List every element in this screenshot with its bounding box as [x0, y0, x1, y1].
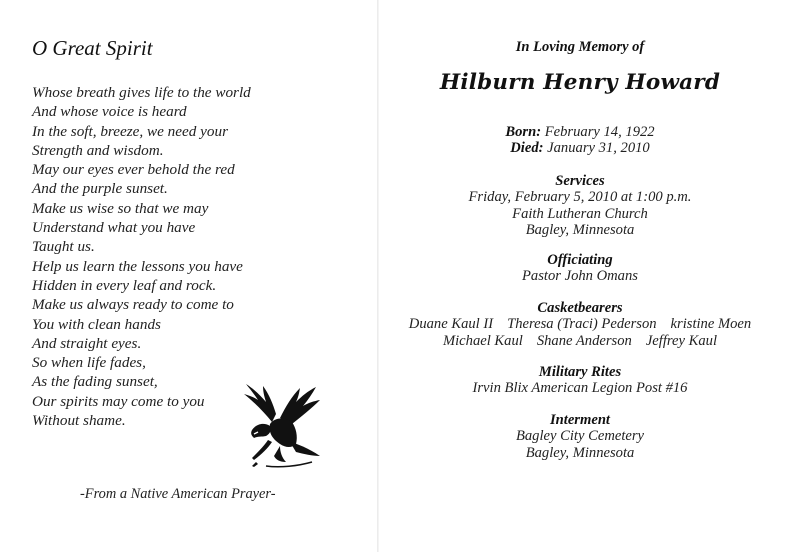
poem-line: Without shame.: [32, 412, 126, 430]
poem-line: Strength and wisdom.: [32, 141, 164, 159]
poem-line: Hidden in every leaf and rock.: [32, 276, 217, 294]
interment-block: [380, 412, 780, 461]
services-line: Faith Lutheran Church: [512, 205, 648, 222]
poem-body: [32, 83, 362, 430]
military-rites-line: Irvin Blix American Legion Post #16: [472, 380, 688, 397]
military-rites-heading: Military Rites: [538, 364, 622, 380]
poem-line: And straight eyes.: [32, 334, 142, 352]
memorial-heading: In Loving Memory of: [515, 39, 645, 55]
services-line: Bagley, Minnesota: [525, 222, 635, 239]
poem-line: In the soft, breeze, we need your: [32, 122, 228, 140]
military-rites-block: [380, 364, 780, 397]
poem-line: Taught us.: [32, 238, 95, 256]
casketbearers-heading: Casketbearers: [537, 300, 623, 316]
casketbearers-row: [380, 333, 780, 349]
poem-line: Make us wise so that we may: [32, 199, 209, 217]
born-label: Born:: [505, 124, 542, 140]
born-line: [380, 124, 780, 140]
poem-attribution: -From a Native American Prayer-: [80, 486, 276, 502]
poem-line: And whose voice is heard: [32, 103, 187, 121]
interment-heading: Interment: [549, 412, 610, 428]
services-heading: Services: [555, 173, 605, 189]
poem-line: As the fading sunset,: [32, 373, 158, 391]
casketbearer: kristine Moen: [670, 316, 752, 333]
died-value: January 31, 2010: [547, 140, 650, 157]
casketbearer: Theresa (Traci) Pederson: [507, 316, 657, 333]
services-block: [380, 173, 780, 239]
poem-line: So when life fades,: [32, 354, 146, 372]
died-label: Died:: [510, 140, 544, 157]
casketbearers-row: [380, 316, 780, 332]
casketbearer: Jeffrey Kaul: [645, 332, 718, 349]
poem-title: O Great Spirit: [32, 36, 153, 60]
casketbearers-block: [380, 300, 780, 349]
services-line: Friday, February 5, 2010 at 1:00 p.m.: [468, 189, 692, 206]
casketbearer: Shane Anderson: [536, 332, 632, 349]
poem-line: Help us learn the lessons you have: [32, 257, 243, 275]
dates-block: [380, 124, 780, 157]
casketbearer: Michael Kaul: [442, 332, 523, 349]
deceased-name: Hilburn Henry Howard: [439, 70, 721, 95]
poem-line: You with clean hands: [32, 315, 161, 333]
interment-line: Bagley, Minnesota: [525, 444, 635, 461]
poem-line: Understand what you have: [32, 219, 196, 237]
poem-line: Whose breath gives life to the world: [32, 84, 251, 101]
poem-line: Our spirits may come to you: [32, 392, 205, 410]
born-value: February 14, 1922: [544, 124, 655, 140]
casketbearer: Duane Kaul II: [408, 316, 494, 333]
poem-line: May our eyes ever behold the red: [32, 161, 235, 179]
died-line: [380, 140, 780, 156]
officiant: Pastor John Omans: [522, 268, 638, 285]
officiating-heading: Officiating: [547, 252, 613, 268]
poem-line: And the purple sunset.: [32, 180, 168, 198]
eagle-icon: [236, 382, 326, 470]
interment-line: Bagley City Cemetery: [515, 428, 645, 445]
page-fold: [377, 0, 379, 552]
poem-panel: [32, 36, 362, 430]
poem-line: Make us always ready to come to: [32, 296, 234, 314]
officiating-block: [380, 252, 780, 285]
